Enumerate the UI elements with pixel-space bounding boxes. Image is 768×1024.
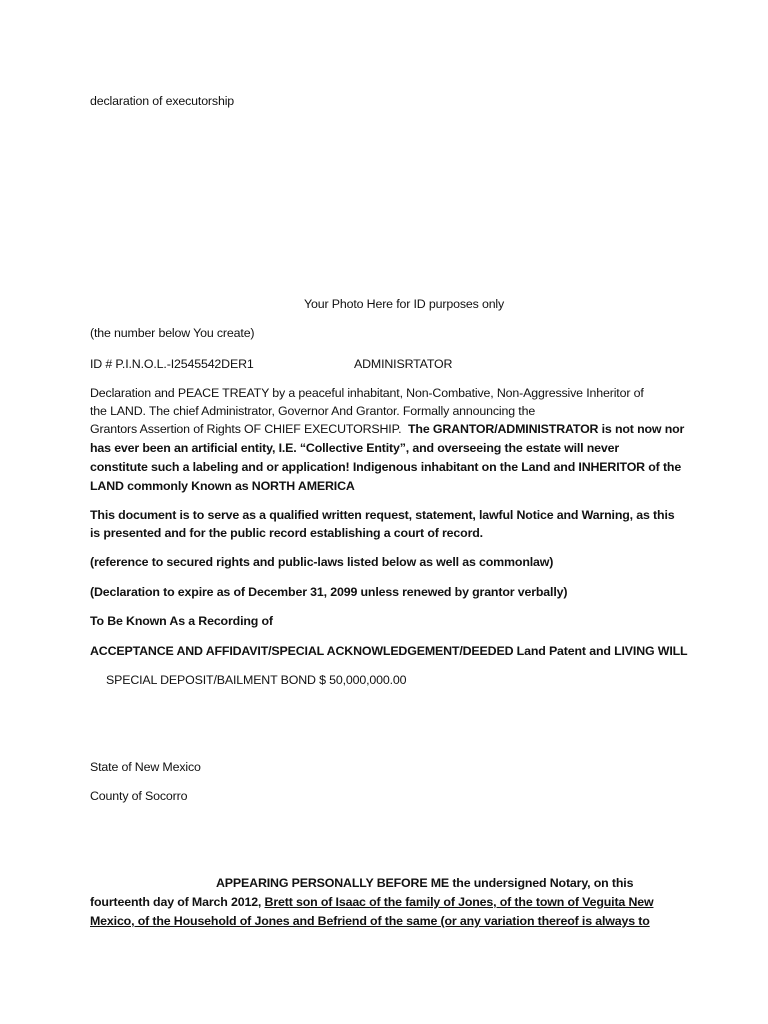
appearing-line1: APPEARING PERSONALLY BEFORE ME the undersigned Notary, on this bbox=[216, 876, 634, 890]
para2-line1: This document is to serve as a qualified written request, statement, lawful Notice and Warning, as this bbox=[90, 508, 675, 522]
para2-line2: is presented and for the public record establishing a court of record. bbox=[90, 526, 483, 540]
para1-line1: Declaration and PEACE TREATY by a peaceful inhabitant, Non-Combative, Non-Aggressive Inheritor of bbox=[90, 386, 644, 400]
document-title: declaration of executorship bbox=[90, 94, 235, 108]
para1-line5: constitute such a labeling and or application! Indigenous inhabitant on the Land and INHERITOR of the bbox=[90, 460, 682, 474]
appearing-line2-underlined: Brett son of Isaac of the family of Jones, of the town of Veguita New bbox=[264, 895, 654, 909]
para1-line6: LAND commonly Known as NORTH AMERICA bbox=[90, 479, 355, 493]
id-number: ID # P.I.N.O.L.-I2545542DER1 bbox=[90, 357, 254, 371]
appearing-line2-plain: fourteenth day of March 2012, bbox=[90, 895, 262, 909]
number-note: (the number below You create) bbox=[90, 326, 255, 340]
recording-heading: To Be Known As a Recording of bbox=[90, 614, 273, 628]
reference-note: (reference to secured rights and public-laws listed below as well as commonlaw) bbox=[90, 555, 554, 569]
para1-line4: has ever been an artificial entity, I.E. “Collective Entity”, and overseeing the estate will never bbox=[90, 441, 620, 455]
appearing-line3: Mexico, of the Household of Jones and Befriend of the same (or any variation thereof is always to bbox=[90, 914, 650, 928]
expiry-note: (Declaration to expire as of December 31, 2099 unless renewed by grantor verbally) bbox=[90, 585, 568, 599]
para1-line3-bold: The GRANTOR/ADMINISTRATOR is not now nor bbox=[407, 422, 685, 436]
state-line: State of New Mexico bbox=[90, 760, 201, 774]
para1-line2: the LAND. The chief Administrator, Governor And Grantor. Formally announcing the bbox=[90, 404, 536, 418]
acceptance-line: ACCEPTANCE AND AFFIDAVIT/SPECIAL ACKNOWLEDGEMENT/DEEDED Land Patent and LIVING WILL bbox=[90, 644, 688, 658]
para1-line3 bbox=[90, 420, 684, 439]
bond-line: SPECIAL DEPOSIT/BAILMENT BOND $ 50,000,000.00 bbox=[106, 673, 407, 687]
role-label: ADMINISRTATOR bbox=[354, 357, 453, 371]
photo-placeholder-text: Your Photo Here for ID purposes only bbox=[304, 297, 505, 311]
para1-line3-normal: Grantors Assertion of Rights OF CHIEF EXECUTORSHIP. bbox=[90, 422, 402, 436]
county-line: County of Socorro bbox=[90, 789, 188, 803]
appearing-line2 bbox=[90, 893, 653, 912]
